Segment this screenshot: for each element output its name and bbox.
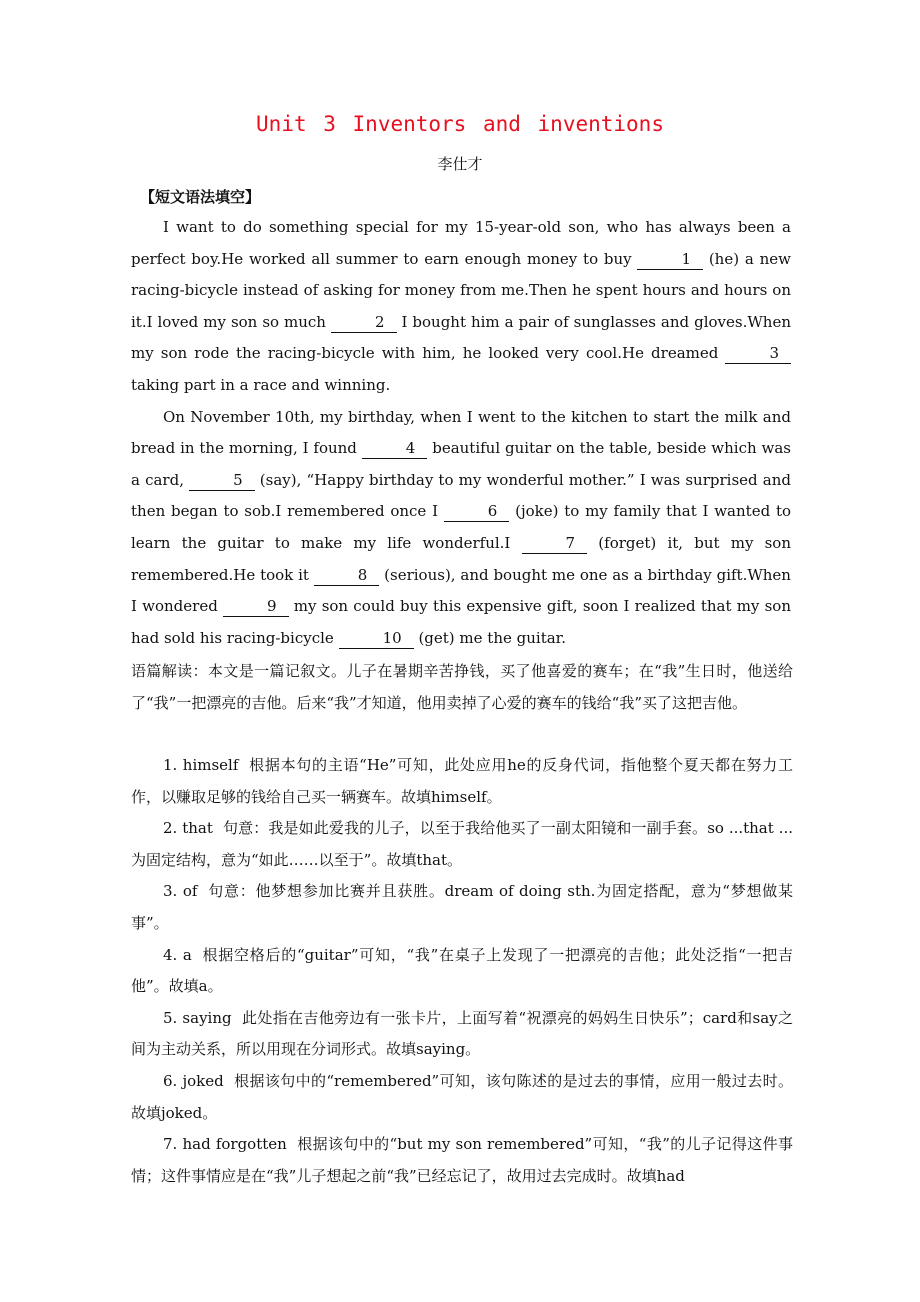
answer-explanation: 此处指在吉他旁边有一张卡片，上面写着“祝漂亮的妈妈生日快乐”；card和say之间为主动关系，所以用现在分词形式。故填saying。 — [131, 1008, 793, 1059]
passage-analysis — [131, 656, 793, 719]
passage-text: (forget) it, but my son remembered.He took it — [131, 533, 791, 584]
blank-8: 8 — [314, 565, 380, 586]
answer-explanation: 句意：我是如此爱我的儿子，以至于我给他买了一副太阳镜和一副手套。so ...that ...为固定结构，意为“如此……以至于”。故填that。 — [131, 819, 793, 869]
blank-1: 1 — [637, 249, 703, 270]
passage-text: On November 10th, my birthday, when I went to the kitchen to start the milk and bread in the morning, I found — [131, 407, 791, 458]
blank-4: 4 — [362, 438, 428, 459]
passage-text: (he) a new racing-bicycle instead of asking for money from me.Then he spent hours and hours on it.I loved my son so much — [131, 249, 791, 331]
author-name: 李仕才 — [437, 155, 483, 173]
answer-item — [131, 813, 793, 876]
blank-7: 7 — [522, 533, 588, 554]
answer-item — [131, 750, 793, 813]
passage-text: my son could buy this expensive gift, soon I realized that my son had sold his racing-bicycle — [131, 597, 791, 647]
passage-text: (joke) to my family that I wanted to learn the guitar to make my life wonderful.I — [131, 502, 791, 552]
blank-3: 3 — [725, 343, 791, 364]
answer-key: 1. himself — [163, 756, 239, 774]
answer-explanations — [131, 750, 793, 1192]
passage-text: (serious), and bought me one as a birthday gift.When I wondered — [131, 565, 791, 616]
section-label: 【短文语法填空】 — [140, 188, 261, 206]
answer-key: 6. joked — [163, 1071, 224, 1090]
passage-text: I bought him a pair of sunglasses and gloves.When my son rode the racing-bicycle with him, he looked very cool.He dreamed — [131, 312, 791, 363]
answer-item — [131, 876, 793, 939]
answer-item — [131, 1129, 793, 1192]
analysis-text: 语篇解读：本文是一篇记叙文。儿子在暑期辛苦挣钱，买了他喜爱的赛车；在“我”生日时，他送给了“我”一把漂亮的吉他。后来“我”才知道，他用卖掉了心爱的赛车的钱给“我”买了这把吉他。 — [131, 662, 793, 712]
answer-explanation: 根据该句中的“but my son remembered”可知，“我”的儿子记得这件事情；这件事情应是在“我”儿子想起之前“我”已经忘记了，故用过去完成时。故填had — [131, 1135, 793, 1185]
answer-explanation: 根据该句中的“remembered”可知，该句陈述的是过去的事情，应用一般过去时。故填joked。 — [131, 1071, 793, 1122]
answer-key: 7. had forgotten — [163, 1135, 287, 1154]
answer-key: 2. that — [163, 819, 213, 838]
blank-9: 9 — [223, 596, 289, 617]
passage-paragraph-2 — [131, 402, 791, 655]
passage-text: (say), “Happy birthday to my wonderful mother.” I was surprised and then began to sob.I remembered once I — [131, 470, 791, 521]
blank-6: 6 — [444, 501, 510, 522]
blank-10: 10 — [339, 628, 414, 649]
answer-item — [131, 940, 793, 1003]
passage-text: taking part in a race and winning. — [131, 375, 391, 394]
passage-text: I want to do something special for my 15-year-old son, who has always been a perfect boy.He worked all summer to earn enough money to buy — [131, 218, 791, 268]
answer-explanation: 根据本句的主语“He”可知，此处应用he的反身代词，指他整个夏天都在努力工作，以赚取足够的钱给自己买一辆赛车。故填himself。 — [131, 756, 793, 806]
answer-key: 4. a — [163, 945, 192, 964]
answer-explanation: 根据空格后的“guitar”可知，“我”在桌子上发现了一把漂亮的吉他；此处泛指“一把吉他”。故填a。 — [131, 945, 793, 996]
answer-explanation: 句意：他梦想参加比赛并且获胜。dream of doing sth.为固定搭配，意为“梦想做某事”。 — [131, 882, 793, 932]
page-title: Unit 3 Inventors and inventions — [256, 112, 664, 136]
answer-item — [131, 1066, 793, 1129]
blank-2: 2 — [331, 312, 397, 333]
blank-5: 5 — [189, 470, 255, 491]
passage-text: beautiful guitar on the table, beside which was a card, — [131, 439, 791, 489]
answer-key: 5. saying — [163, 1008, 232, 1027]
answer-key: 3. of — [163, 882, 198, 901]
passage-paragraph-1 — [131, 212, 791, 402]
cloze-passage — [131, 212, 791, 654]
answer-item — [131, 1003, 793, 1066]
passage-text: (get) me the guitar. — [418, 628, 566, 647]
